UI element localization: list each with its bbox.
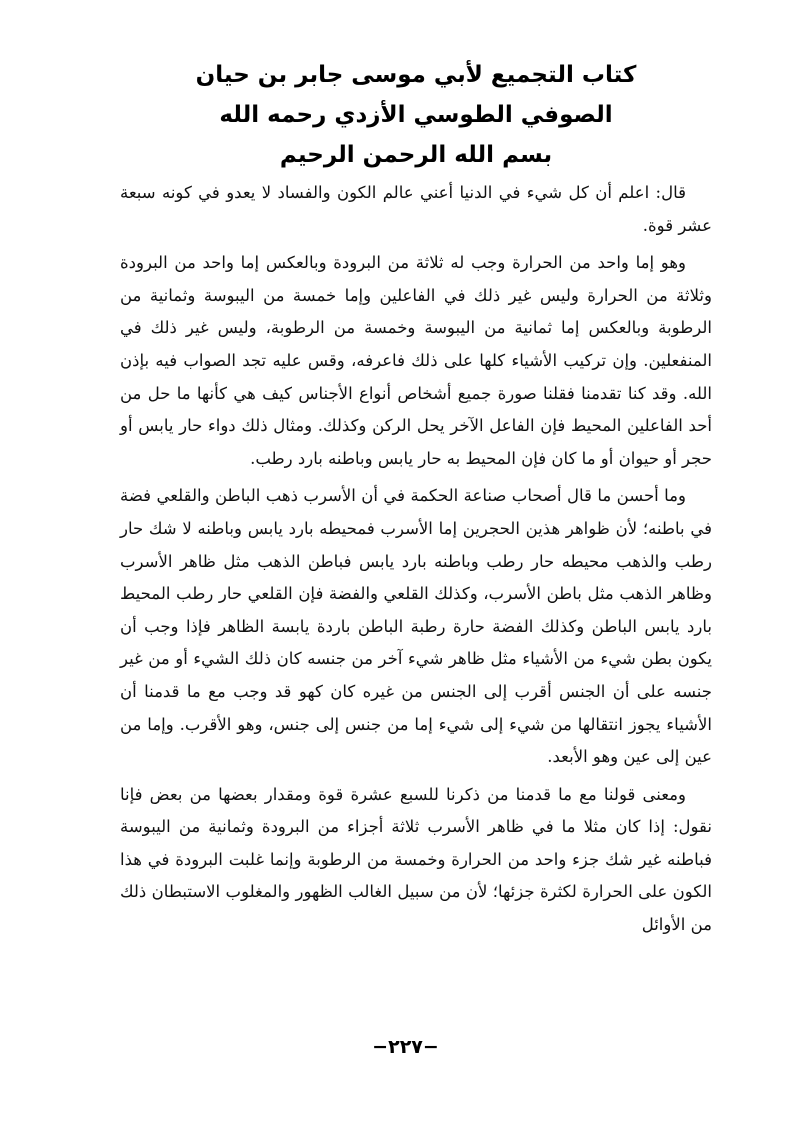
paragraph-2: وهو إما واحد من الحرارة وجب له ثلاثة من البرودة وبالعكس إما واحد من البرودة وثلاثة من الحرارة وليس غير ذلك في الفاعلين وإما خمسة من اليبوسة وثمانية من الرطوبة وبالعكس إما ثمانية من اليبوسة وخمسة من الرطوبة، وليس غير ذلك في المنفعلين. وإن تركيب الأشياء كلها على ذلك فاعرفه، وقس عليه تجد الصواب فيه بإذن الله. وقد كنا تقدمنا فقلنا صورة جميع أشخاص أنواع الأجناس كيف هي كأنها ما حل من أحد الفاعلين المحيط فإن الفاعل الآخر يحل الركن وكذلك. ومثال ذلك دواء حار يابس أو حجر أو حيوان أو ما كان فإن المحيط به حار يابس وباطنه بارد رطب. — [120, 253, 712, 468]
author-line: الصوفي الطوسي الأزدي رحمه الله — [219, 102, 613, 128]
title-block — [120, 55, 712, 175]
document-page — [120, 55, 712, 942]
page-number: −٢٢٧− — [372, 1036, 439, 1058]
paragraph-3: وما أحسن ما قال أصحاب صناعة الحكمة في أن الأسرب ذهب الباطن والقلعي فضة في باطنه؛ لأن ظواهر هذين الحجرين إما الأسرب فمحيطه بارد يابس وباطنه لا شك حار رطب والذهب محيطه حار رطب وباطنه بارد يابس فباطن الذهب مثل ظاهر الأسرب وظاهر الذهب مثل باطن الأسرب، وكذلك القلعي والفضة فإن القلعي حار رطب المحيط بارد يابس الباطن وكذلك الفضة حارة رطبة الباطن باردة يابسة الظاهر فإذا وجب أن يكون بطن شيء من الأشياء مثل ظاهر شيء آخر من جنسه كان ذلك الشيء أو من غير جنسه على أن الجنس أقرب إلى الجنس من غيره كان كهو قد وجب مع ما قدمنا أن الأشياء يجوز انتقالها من شيء إلى شيء إما من جنس إلى جنس، وهو الأقرب. وإما من عين إلى عين وهو الأبعد. — [120, 486, 712, 767]
basmala: بسم الله الرحمن الرحيم — [279, 142, 553, 168]
paragraph-1: قال: اعلم أن كل شيء في الدنيا أعني عالم الكون والفساد لا يعدو في كونه سبعة عشر قوة. — [120, 183, 712, 235]
paragraph-4: ومعنى قولنا مع ما قدمنا من ذكرنا للسبع عشرة قوة ومقدار بعضها من بعض فإنا نقول: إذا كان مثلا ما في ظاهر الأسرب ثلاثة أجزاء من البرودة وثمانية من اليبوسة فباطنه غير شك جزء واحد من الحرارة وخمسة من الرطوبة وإنما غلبت البرودة في هذا الكون على الحرارة لكثرة جزئها؛ لأن من سبيل الغالب الظهور والمغلوب الاستبطان ذلك من الأوائل — [120, 784, 712, 935]
book-title: كتاب التجميع لأبي موسى جابر بن حيان — [195, 62, 637, 88]
